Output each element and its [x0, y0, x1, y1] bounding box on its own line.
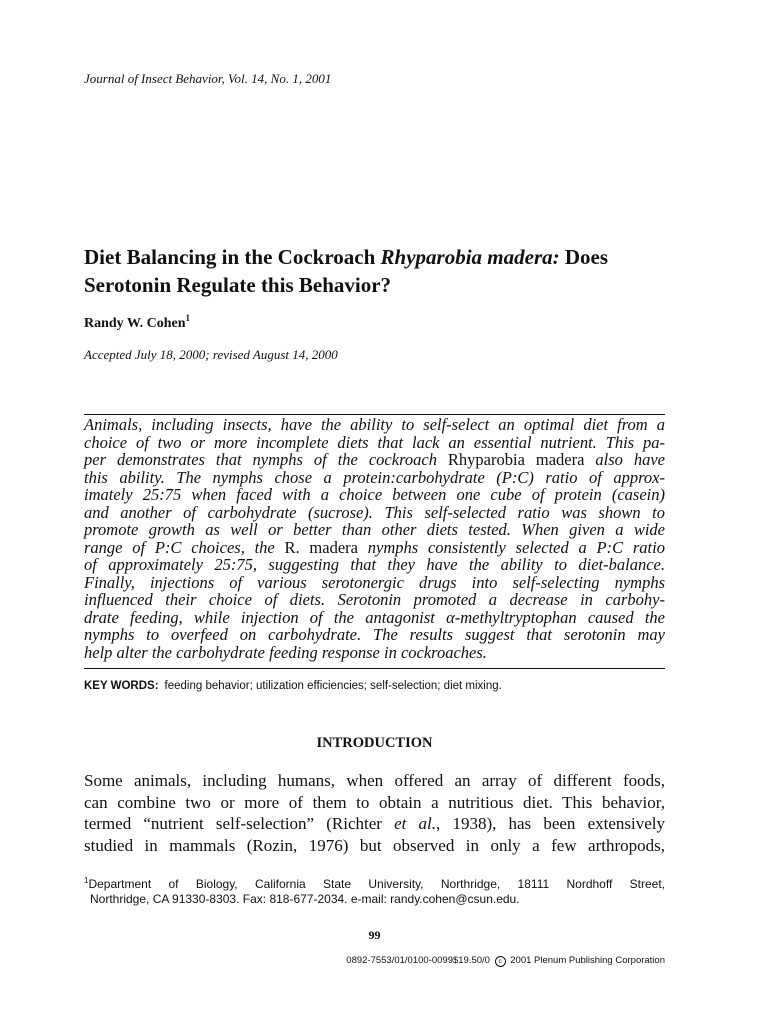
- keywords: [84, 680, 502, 692]
- abstract-text: help alter the carbohydrate feeding response in cockroaches.: [84, 642, 487, 662]
- abstract-text: influenced their choice of diets. Serotonin promoted a decrease in carbohy-: [84, 590, 665, 609]
- abstract-line: [84, 539, 665, 557]
- author-name-text: Randy W. Cohen: [84, 316, 186, 331]
- abstract-text: choice of two or more incomplete diets that lack an essential nutrient. This pa-: [84, 432, 665, 452]
- abstract-line: [84, 609, 665, 627]
- abstract-text: imately 25:75 when faced with a choice between one cube of protein (casein): [84, 485, 665, 504]
- abstract-line: [84, 451, 665, 469]
- abstract-text: also have: [584, 450, 666, 469]
- citation-etal: et al.: [394, 814, 437, 833]
- abstract-line: [84, 574, 665, 592]
- abstract-line: [84, 591, 665, 609]
- introduction-text: can combine two or more of them to obtain a nutritious diet. This behavior,: [84, 792, 665, 812]
- page-number: 99: [368, 928, 381, 942]
- introduction-line: [84, 792, 665, 814]
- abstract-text: promote growth as well or better than other diets tested. When given a wide: [84, 520, 665, 539]
- abstract-text: Finally, injections of various serotonergic drugs into self-selecting nymphs: [84, 572, 665, 592]
- copyright-text: 2001 Plenum Publishing Corporation: [510, 955, 665, 966]
- keywords-label: KEY WORDS:: [84, 680, 159, 692]
- copyright-icon: c: [495, 956, 506, 967]
- introduction-text: Some animals, including humans, when offered an array of different foods,: [84, 771, 665, 790]
- abstract-text: this ability. The nymphs chose a protein:carbohydrate (P:C) ratio of approx-: [84, 467, 665, 487]
- abstract: [84, 416, 665, 661]
- accepted-dates: Accepted July 18, 2000; revised August 14, 2000: [84, 347, 338, 362]
- title-species-name: Rhyparobia madera:: [380, 245, 560, 269]
- abstract-text: of approximately 25:75, suggesting that they have the ability to diet-balance.: [84, 555, 665, 574]
- footnote-line: Northridge, CA 91330-8303. Fax: 818-677-2034. e-mail: randy.cohen@csun.edu.: [90, 892, 520, 906]
- copyright-line: [346, 955, 665, 967]
- author-affiliation-footnote: [84, 877, 665, 907]
- section-heading-introduction: INTRODUCTION: [316, 735, 433, 751]
- author-footnote-mark: 1: [185, 313, 191, 323]
- abstract-text: range of P:C choices, the: [84, 537, 285, 557]
- footnote-line: [84, 877, 665, 892]
- introduction-line: [84, 770, 665, 792]
- abstract-text: per demonstrates that nymphs of the cockroach: [84, 450, 448, 469]
- abstract-line: [84, 504, 665, 522]
- abstract-text: Animals, including insects, have the ability to self-select an optimal diet from a: [84, 415, 665, 434]
- introduction-text: , 1938), has been extensively: [436, 814, 665, 833]
- title-part-2: Does Serotonin Regulate this Behavior?: [84, 245, 609, 297]
- abstract-line: [84, 434, 665, 452]
- abstract-text: nymphs to overfeed on carbohydrate. The results suggest that serotonin may: [84, 625, 665, 644]
- introduction-text: termed “nutrient self-selection” (Richter: [84, 814, 395, 833]
- abstract-text: nymphs consistently selected a P:C ratio: [357, 537, 665, 557]
- abstract-line: [84, 469, 665, 487]
- introduction-line: [84, 835, 665, 857]
- author-name: [84, 313, 191, 332]
- title-part-1: Diet Balancing in the Cockroach: [84, 245, 381, 269]
- abstract-bottom-rule: [84, 668, 665, 669]
- abstract-line: [84, 644, 665, 662]
- issn-code: 0892-7553/01/0100-0099$19.50/0: [346, 955, 490, 966]
- introduction-line: [84, 813, 665, 835]
- abstract-text: and another of carbohydrate (sucrose). This self-selected ratio was shown to: [84, 502, 665, 522]
- abstract-line: [84, 626, 665, 644]
- abstract-line: [84, 486, 665, 504]
- footnote-line-1-text: Department of Biology, California State University, Northridge, 18111 Nordhoff Street,: [88, 877, 665, 891]
- journal-citation: Journal of Insect Behavior, Vol. 14, No. 1, 2001: [84, 71, 332, 86]
- introduction-paragraph: [84, 770, 665, 856]
- abstract-species-name: R. madera: [284, 537, 358, 557]
- introduction-text: studied in mammals (Rozin, 1976) but observed in only a few arthropods,: [84, 835, 665, 855]
- abstract-line: [84, 416, 665, 434]
- abstract-species-name: Rhyparobia madera: [447, 450, 585, 469]
- abstract-text: drate feeding, while injection of the antagonist α-methyltryptophan caused the: [84, 607, 665, 627]
- footnote-mark: 1: [84, 876, 89, 885]
- abstract-line: [84, 556, 665, 574]
- article-title: [84, 243, 684, 299]
- keywords-text: feeding behavior; utilization efficiencies; self-selection; diet mixing.: [164, 680, 502, 692]
- abstract-line: [84, 521, 665, 539]
